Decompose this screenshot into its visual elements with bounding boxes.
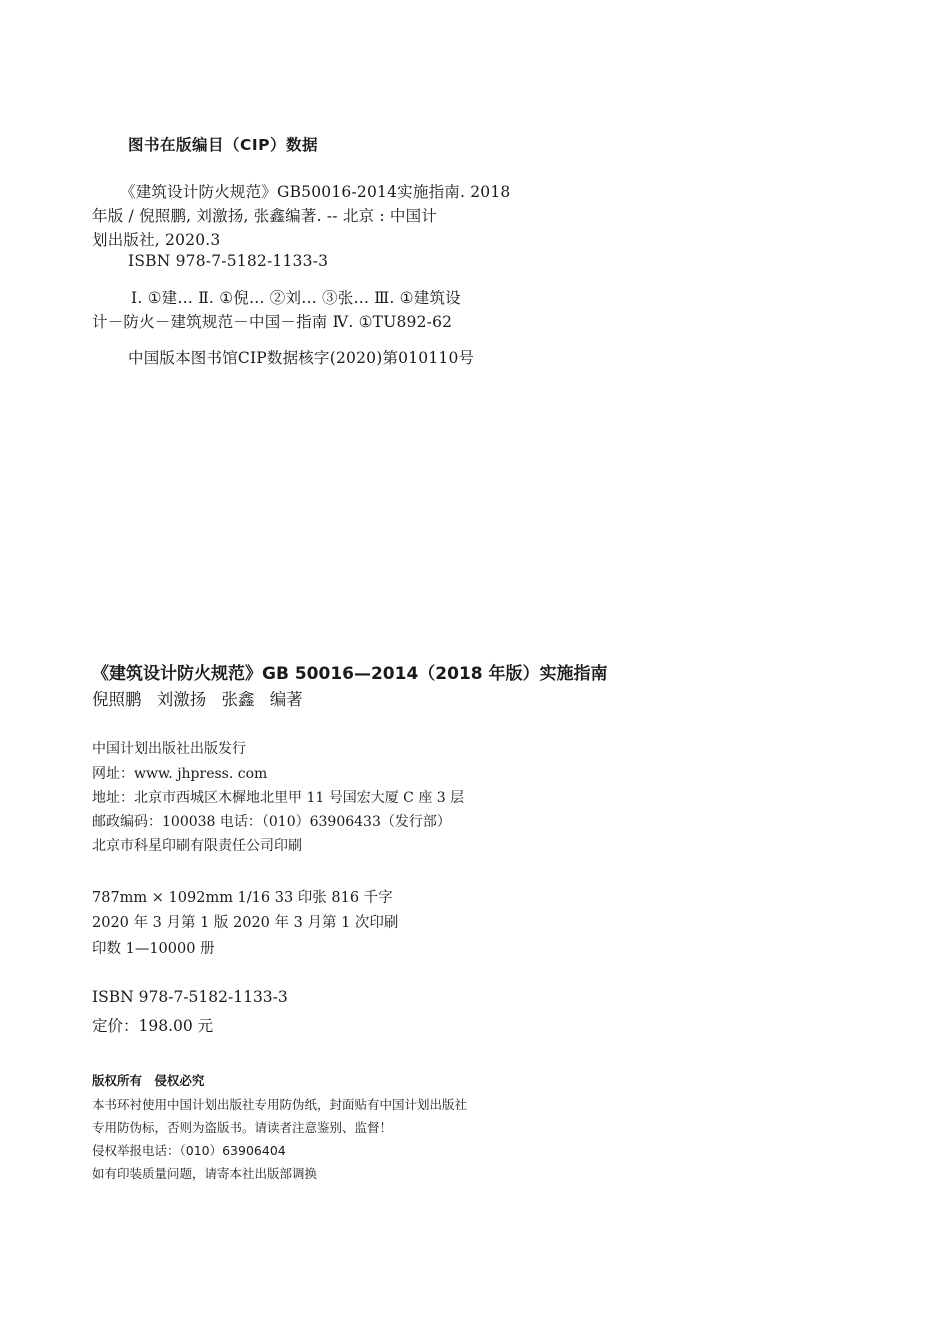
- cip-line: 《建筑设计防火规范》GB50016-2014实施指南. 2018: [120, 183, 511, 201]
- copyright-line: 专用防伪标，否则为盗版书。请读者注意鉴别、监督！: [92, 1120, 393, 1135]
- publisher-postcode-phone: 邮政编码：100038 电话：（010）63906433（发行部）: [92, 814, 451, 830]
- price: 定价：198.00 元: [92, 1017, 214, 1035]
- cip-isbn: ISBN 978-7-5182-1133-3: [128, 252, 329, 270]
- cip-classification-cont: 计－防火－建筑规范－中国－指南 Ⅳ. ①TU892-62: [92, 313, 453, 331]
- format-spec: 787mm × 1092mm 1/16 33 印张 816 千字: [92, 890, 393, 906]
- copyright-line: 本书环衬使用中国计划出版社专用防伪纸，封面贴有中国计划出版社: [92, 1097, 468, 1112]
- isbn: ISBN 978-7-5182-1133-3: [92, 988, 288, 1006]
- copyright-heading: 版权所有 侵权必究: [92, 1073, 205, 1088]
- publisher-name: 中国计划出版社出版发行: [92, 741, 246, 757]
- edition-info: 2020 年 3 月第 1 版 2020 年 3 月第 1 次印刷: [92, 915, 399, 931]
- piracy-hotline: 侵权举报电话：（010）63906404: [92, 1143, 286, 1158]
- cip-line: 年版 / 倪照鹏, 刘激扬, 张鑫编著. -- 北京 : 中国计: [92, 207, 438, 225]
- publisher-website: 网址：www. jhpress. com: [92, 766, 268, 782]
- cip-classification: Ⅰ. ①建… Ⅱ. ①倪… ②刘… ③张… Ⅲ. ①建筑设: [131, 289, 461, 307]
- book-authors: 倪照鹏 刘激扬 张鑫 编著: [92, 690, 303, 709]
- printer-name: 北京市科星印刷有限责任公司印刷: [92, 838, 302, 854]
- publisher-address: 地址：北京市西城区木樨地北里甲 11 号国宏大厦 C 座 3 层: [92, 790, 465, 806]
- cip-line: 划出版社, 2020.3: [92, 231, 221, 249]
- cip-approval-number: 中国版本图书馆CIP数据核字(2020)第010110号: [128, 349, 475, 367]
- cip-heading: 图书在版编目（CIP）数据: [128, 136, 319, 154]
- quality-notice: 如有印装质量问题，请寄本社出版部调换: [92, 1166, 318, 1181]
- print-run: 印数 1—10000 册: [92, 941, 215, 957]
- book-title: 《建筑设计防火规范》GB 50016—2014（2018 年版）实施指南: [92, 664, 608, 684]
